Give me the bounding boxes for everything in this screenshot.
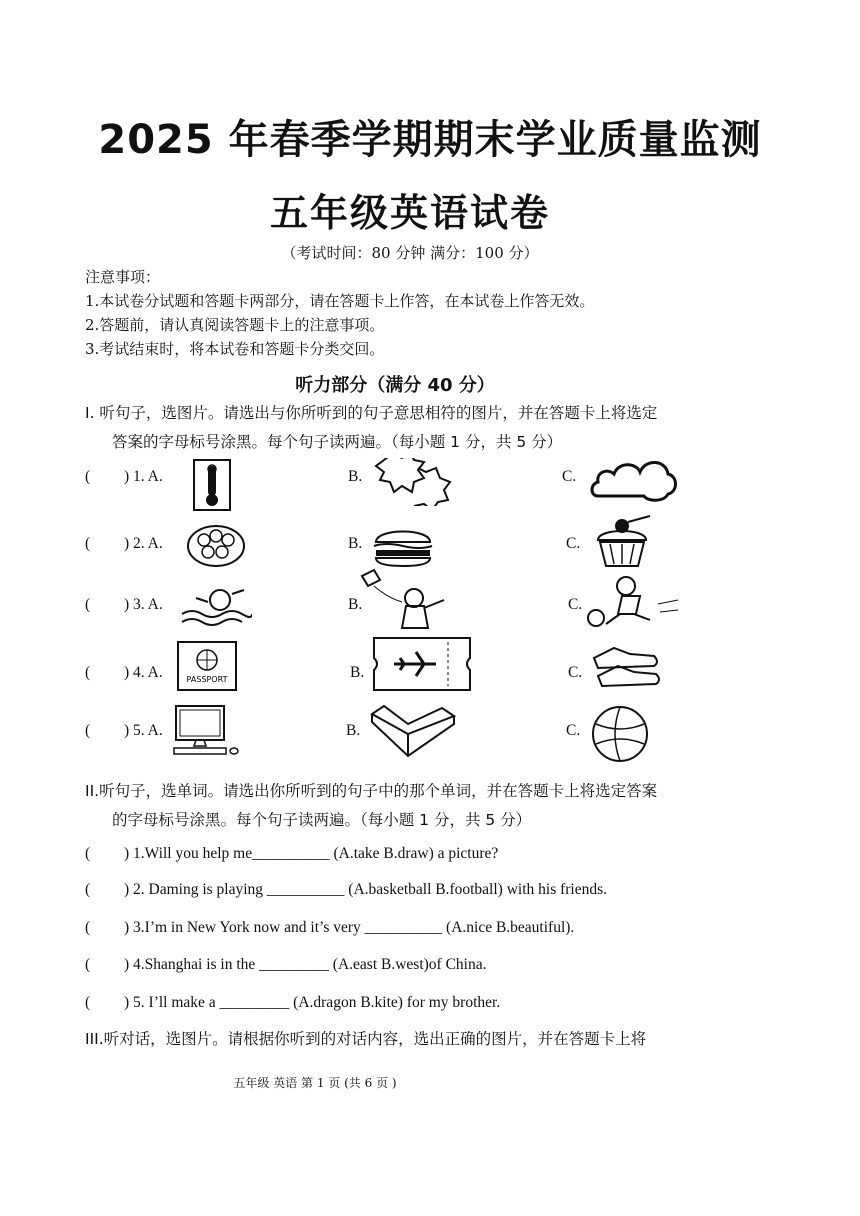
dumplings-icon [186,524,246,568]
question-number: ) 2. A. [124,535,163,552]
book-icon [368,704,458,760]
question-number: ) 5. A. [124,722,163,739]
hamburger-icon [370,524,436,568]
answer-paren: ( [85,881,91,898]
part2-question: ) 4.Shanghai is in the _________ (A.east B.west)of China. [124,956,487,973]
note-item: 1.本试卷分试题和答题卡两部分，请在答题卡上作答，在本试卷上作答无效。 [85,292,595,310]
option-c-label: C. [566,722,581,739]
option-b-label: B. [346,722,361,739]
part3-instruction: III.听对话，选图片。请根据你听到的对话内容，选出正确的图片，并在答题卡上将 [85,1030,647,1048]
notes-heading: 注意事项： [85,268,161,286]
part2-question: ) 5. I’ll make a _________ (A.dragon B.kite) for my brother. [124,994,501,1011]
football-icon [584,574,684,632]
cloud-icon [588,452,678,506]
option-c-label: C. [566,535,581,552]
option-b-label: B. [348,535,363,552]
passport-label: PASSPORT [186,675,228,684]
sneakers-icon [590,640,662,692]
ball-icon [590,704,650,764]
answer-paren: ( [85,468,91,485]
question-number: ) 4. A. [124,664,163,681]
note-item: 2.答题前，请认真阅读答题卡上的注意事项。 [85,316,385,334]
answer-paren: ( [85,956,91,973]
kite-flying-icon [358,568,454,632]
part1-instruction-cont: 答案的字母标号涂黑。每个句子读两遍。（每小题 1 分，共 5 分） [112,433,563,451]
part2-instruction-cont: 的字母标号涂黑。每个句子读两遍。（每小题 1 分，共 5 分） [112,811,532,829]
listening-section-title: 听力部分（满分 40 分） [295,375,495,396]
option-b-label: B. [350,664,365,681]
thermometer-icon [190,458,234,512]
cupcake-icon [592,514,656,570]
answer-paren: ( [85,845,91,862]
exam-info: （考试时间：80 分钟 满分：100 分） [281,244,539,262]
answer-paren: ( [85,535,91,552]
computer-icon [172,704,242,758]
exam-subtitle: 五年级英语试卷 [269,191,550,235]
part2-question: ) 1.Will you help me__________ (A.take B.draw) a picture? [124,845,499,862]
question-number: ) 1. A. [124,468,163,485]
part1-instruction: I. 听句子，选图片。请选出与你所听到的句子意思相符的图片，并在答题卡上将选定 [85,404,658,422]
option-c-label: C. [562,468,577,485]
option-b-label: B. [348,468,363,485]
snowflake-icon [368,458,458,506]
option-c-label: C. [568,596,583,613]
part2-question: ) 2. Daming is playing __________ (A.basketball B.football) with his friends. [124,881,608,898]
answer-paren: ( [85,722,91,739]
answer-paren: ( [85,664,91,681]
passport-icon [176,640,238,692]
part2-instruction: II.听句子，选单词。请选出你所听到的句子中的那个单词，并在答题卡上将选定答案 [85,782,658,800]
answer-paren: ( [85,994,91,1011]
option-b-label: B. [348,596,363,613]
page-footer: 五年级 英语 第 1 页 (共 6 页 ) [233,1076,397,1090]
answer-paren: ( [85,919,91,936]
plane-ticket-icon [370,634,474,694]
question-number: ) 3. A. [124,596,163,613]
answer-paren: ( [85,596,91,613]
exam-title: 2025 年春季学期期末学业质量监测 [98,117,762,163]
option-c-label: C. [568,664,583,681]
part2-question: ) 3.I’m in New York now and it’s very __________ (A.nice B.beautiful). [124,919,575,936]
swimming-icon [180,584,252,630]
note-item: 3.考试结束时，将本试卷和答题卡分类交回。 [85,340,385,358]
